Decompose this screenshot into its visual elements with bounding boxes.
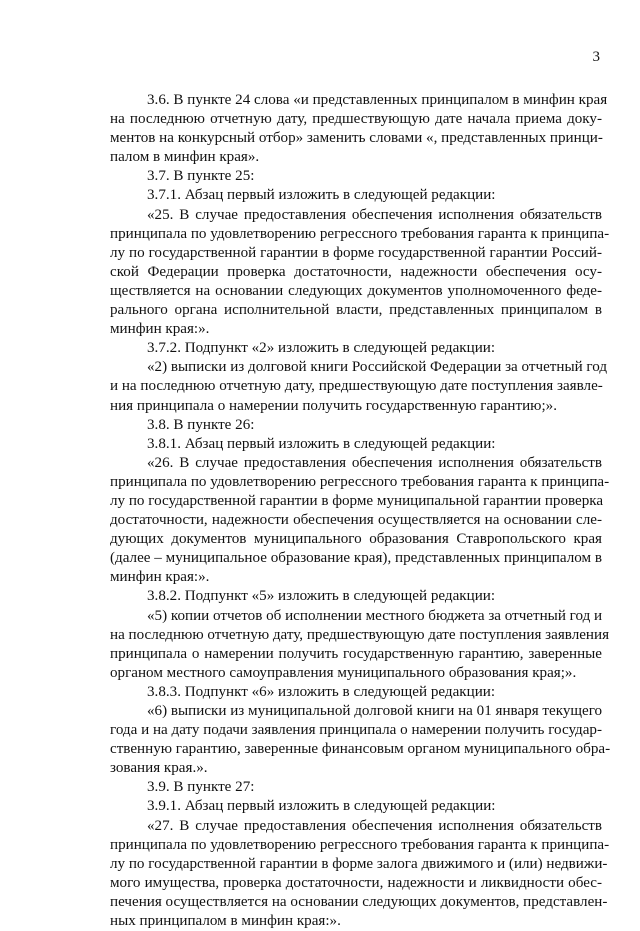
paragraph [110, 167, 602, 186]
text-line: «25. В случае предоставления обеспечения исполнения обязательств [147, 206, 602, 223]
paragraph [110, 587, 602, 606]
text-line: «6) выписки из муниципальной долговой книги на 01 января текущего [147, 703, 603, 719]
text-line: 3.7.1. Абзац первый изложить в следующей редакции: [147, 187, 496, 204]
page-number: 3 [592, 49, 600, 65]
text-line: 3.8.1. Абзац первый изложить в следующей редакции: [147, 435, 496, 452]
text-line: ственную гарантию, заверенные финансовым органом муниципального обра- [110, 741, 611, 758]
text-line: достаточности, надежности обеспечения осуществляется на основании сле- [110, 512, 602, 529]
text-line: 3.7. В пункте 25: [147, 168, 255, 185]
text-line: «26. В случае предоставления обеспечения исполнения обязательств [147, 454, 602, 471]
text-line: лу по государственной гарантии в форме муниципальной гарантии проверка [110, 492, 604, 509]
text-line: ской Федерации проверка достаточности, надежности обеспечения осу- [110, 263, 602, 280]
text-line: дующих документов муниципального образования Ставропольского края [110, 531, 602, 548]
paragraph [110, 91, 608, 167]
text-line: зования края.». [110, 760, 208, 777]
paragraph [110, 607, 610, 683]
text-line: «27. В случае предоставления обеспечения исполнения обязательств [147, 817, 602, 834]
paragraph [110, 416, 602, 435]
text-line: 3.6. В пункте 24 слова «и представленных принципалом в минфин края [147, 92, 608, 108]
paragraph [110, 778, 602, 797]
text-line: минфин края:». [110, 569, 210, 586]
text-line: 3.9. В пункте 27: [147, 779, 255, 796]
paragraph [110, 797, 602, 816]
text-line: 3.8.2. Подпункт «5» изложить в следующей редакции: [147, 588, 496, 605]
document-body [110, 91, 611, 931]
text-line: ния принципала о намерении получить государственную гарантию;». [110, 397, 557, 414]
paragraph [110, 683, 602, 702]
text-line: «2) выписки из долговой книги Российской Федерации за отчетный год [147, 359, 608, 376]
text-line: на последнюю отчетную дату, предшествующую дате начала приема доку- [110, 111, 602, 128]
text-line: лу по государственной гарантии в форме залога движимого и (или) недвижи- [110, 855, 608, 872]
text-line: года и на дату подачи заявления принципала о намерении получить государ- [110, 722, 602, 739]
text-line: ментов на конкурсный отбор» заменить словами «, представленных принци- [110, 130, 603, 147]
paragraph [110, 702, 611, 778]
text-line: (далее – муниципальное образование края), представленных принципалом в [110, 550, 602, 567]
text-line: органом местного самоуправления муниципального образования края;». [110, 664, 577, 681]
paragraph [110, 435, 602, 454]
text-line: ществляется на основании следующих документов уполномоченного феде- [110, 282, 602, 299]
text-line: 3.8. В пункте 26: [147, 416, 255, 433]
text-line: ных принципалом в минфин края:». [110, 913, 341, 930]
text-line: печения осуществляется на основании следующих документов, представлен- [110, 893, 608, 910]
text-line: 3.8.3. Подпункт «6» изложить в следующей редакции: [147, 683, 496, 700]
text-line: принципала о намерении получить государственную гарантию, заверенные [110, 645, 602, 662]
text-line: лу по государственной гарантии в форме государственной гарантии Россий- [110, 244, 602, 261]
paragraph [110, 186, 602, 205]
text-line: принципала по удовлетворению регрессного требования гаранта к принципа- [110, 225, 610, 242]
text-line: мого имущества, проверка достаточности, надежности и ликвидности обес- [110, 874, 602, 891]
text-line: минфин края:». [110, 321, 210, 338]
text-line: рального органа исполнительной власти, представленных принципалом в [110, 302, 602, 319]
text-line: и на последнюю отчетную дату, предшествующую дате поступления заявле- [110, 378, 603, 395]
paragraph [110, 206, 610, 340]
text-line: 3.7.2. Подпункт «2» изложить в следующей редакции: [147, 340, 496, 357]
text-line: принципала по удовлетворению регрессного требования гаранта к принципа- [110, 836, 610, 853]
paragraph [110, 358, 608, 415]
text-line: принципала по удовлетворению регрессного требования гаранта к принципа- [110, 473, 610, 490]
paragraph [110, 339, 602, 358]
text-line: палом в минфин края». [110, 149, 260, 166]
text-line: 3.9.1. Абзац первый изложить в следующей редакции: [147, 798, 496, 815]
paragraph [110, 454, 610, 588]
text-line: «5) копии отчетов об исполнении местного бюджета за отчетный год и [147, 607, 603, 624]
paragraph [110, 817, 610, 931]
text-line: на последнюю отчетную дату, предшествующую дате поступления заявления [110, 626, 610, 643]
